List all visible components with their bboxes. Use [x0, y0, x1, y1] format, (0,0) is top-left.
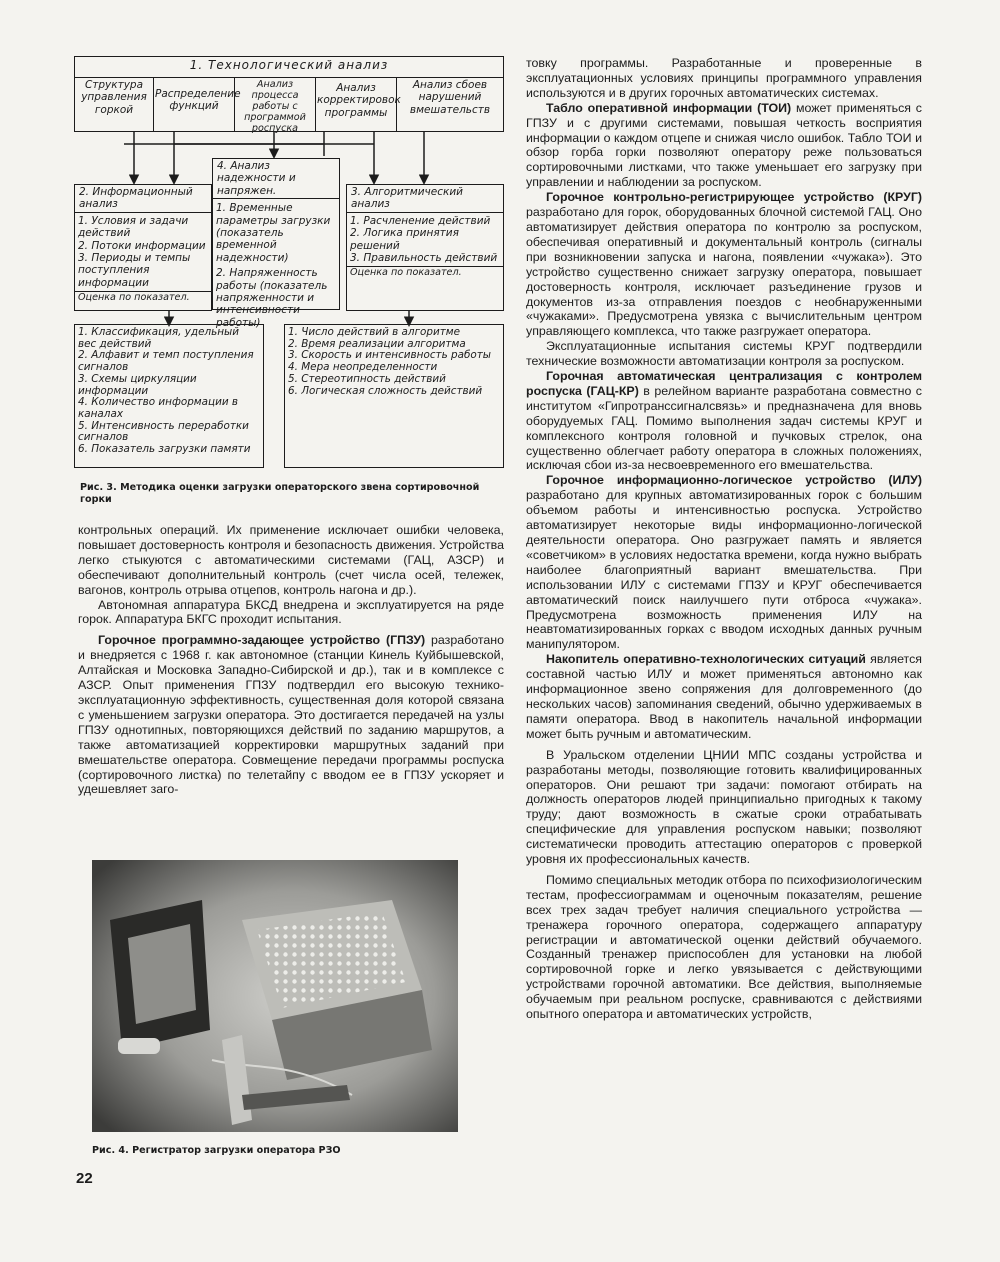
center-box-item: 2. Напряженность работы (показатель напряженности и интенсивности работы) — [216, 267, 328, 329]
right-paragraph-4 — [526, 369, 922, 473]
left-metrics-list — [74, 324, 264, 468]
right-metric-item: 2. Время реализации алгоритма — [288, 337, 466, 350]
left-paragraph-3-text: разработано и внедряется с 1968 г. как автономное (станции Кинель Куйбышевской, Алтайская и Московка Западно-Сибирской и др.), так и в комплексе с АЗСР. Опыт применения ГПЗУ подтвердил его высокую технико-эксплуатационную эффективность, существенная доля которой связана с уменьшением загрузки оператора. Это достигается передачей на узлы ГПЗУ однотипных, повторяющихся действий по заданию маршрутов, а также автоматизацией корректировки маршрутных заданий при вмешательстве оператора. Совмещение передачи программы роспуска (сортировочного листка) по телетайпу с вводом ее в ГПЗУ ускоряет и удешевляет заго- — [78, 633, 504, 797]
figure-3-diagram — [74, 56, 504, 468]
right-column — [526, 56, 922, 1022]
keyword-gpzu: Горочное программно-задающее устройство (ГПЗУ) — [98, 633, 426, 648]
right-paragraph-3: Эксплуатационные испытания системы КРУГ подтвердили технические возможности автоматизации контроля за роспуском. — [526, 339, 922, 369]
left-column — [78, 523, 504, 797]
right-box-eval: Оценка по показател. — [350, 267, 462, 279]
keyword-ilu: Горочное информационно-логическое устройство (ИЛУ) — [546, 473, 922, 488]
right-paragraph-4-text: в релейном варианте разработана совместно с институтом «Гипротранссигналсвязь» и предназначена для вновь оборудуемых ГАЦ. Помимо выполнения задач системы КРУГ и комплексного контроля головной и пучковых стрелок, она существенно облегчает работу оператора в сложных положениях, исключая сбои из-за несвоевременного его вмешательства. — [526, 383, 922, 473]
right-metrics-list — [284, 324, 504, 468]
right-box-title: 3. Алгоритмический анализ — [347, 185, 503, 213]
center-box-title: 4. Анализ надежности и напряжен. — [213, 159, 339, 199]
right-paragraph-0: товку программы. Разработанные и проверенные в эксплуатационных условиях принципы программного управления используются и в других горочных автоматических системах. — [526, 56, 922, 100]
right-paragraph-6 — [526, 652, 922, 741]
left-box-title: 2. Информационный анализ — [75, 185, 211, 213]
left-box-eval: Оценка по показател. — [78, 292, 190, 304]
top-box-1 — [74, 77, 154, 132]
figure-4-caption: Рис. 4. Регистратор загрузки оператора РЗО — [92, 1145, 341, 1156]
keyword-krug: Горочное контрольно-регистрирующее устройство (КРУГ) — [546, 190, 922, 205]
keyword-gac-kr: Горочная автоматическая централизация с контролем роспуска (ГАЦ-КР) — [526, 369, 922, 398]
left-paragraph-3 — [78, 633, 504, 797]
top-box-text: Структура управления горкой — [81, 79, 147, 116]
left-metric-item: 6. Показатель загрузки памяти — [78, 443, 251, 456]
right-box-item: 1. Расчленение действий — [350, 214, 491, 227]
left-metric-item: 5. Интенсивность переработки сигналов — [78, 419, 249, 444]
top-box-text: Анализ процесса работы с программой роспуска — [244, 79, 306, 134]
right-metric-item: 6. Логическая сложность действий — [288, 384, 483, 397]
right-paragraph-8: Помимо специальных методик отбора по психофизиологическим тестам, профессиограммам и оценочным показателям, решение всех трех задач требует наличия специального устройства — тренажера горочного оператора, содержащего аппаратуру регистрации и автоматической оценки действий обучаемого. Созданный тренажер приспособлен для установки на любой сортировочной горке и легко увязывается с действующими устройствами горочной автоматики. Все действия, выполняемые обучаемым при реальном роспуске, сравниваются с действиями опытного оператора и автоматических устройств, — [526, 872, 922, 1022]
left-paragraph-1: контрольных операций. Их применение исключает ошибки человека, повышает достоверность контроля и безопасность движения. Устройства легко стыкуются с автоматическими системами (ГАЦ, АЗСР) и обеспечивают дополнительный контроль (счет числа осей, тележек, вагонов, контроль отрыва отцепов, контроль нагона и др.). — [78, 523, 504, 597]
right-metric-item: 1. Число действий в алгоритме — [288, 326, 461, 338]
right-box-item: 3. Правильность действий — [350, 252, 498, 265]
left-box-info-analysis — [74, 184, 212, 311]
left-metric-item: 3. Схемы циркуляции информации — [78, 372, 197, 397]
top-box-4 — [315, 77, 401, 132]
right-paragraph-1 — [526, 101, 922, 190]
top-box-text: Распределение функций — [155, 88, 241, 113]
right-metric-item: 5. Стереотипность действий — [288, 372, 446, 385]
figure-3-caption: Рис. 3. Методика оценки загрузки операторского звена сортировочной горки — [80, 482, 480, 505]
left-metric-item: 1. Классификация, удельный вес действий — [78, 326, 239, 350]
keyword-accumulator: Накопитель оперативно-технологических ситуаций — [546, 652, 866, 667]
right-paragraph-2-text: разработано для горок, оборудованных блочной системой ГАЦ. Оно автоматизирует действия оператора по контролю за роспуском, обеспечивая оперативный и документальный контроль (сигналы при возникновении запуска и нагона, появлении «чужака»). Это устройство существенно снижает загрузку оператора, повышает достоверность контроля, исключает разъединение грузов и документов из-за отправления поездов с необнаруженными «чужаками». Предусмотрена увязка с вычислительным центром управляющего комплекса, что также разгружает оператора. — [526, 205, 922, 339]
figure-4-photo — [92, 860, 458, 1132]
right-box-item: 2. Логика принятия решений — [350, 227, 459, 252]
left-box-item: 1. Условия и задачи действий — [78, 214, 189, 240]
diagram-header-text: 1. Технологический анализ — [189, 58, 389, 72]
top-box-3 — [234, 77, 316, 132]
keyword-toi: Табло оперативной информации (ТОИ) — [546, 100, 792, 115]
right-paragraph-1-text: может применяться с ГПЗУ и с другими системами, повышая четкость восприятия информации о каждом отцепе и снижая число ошибок. Табло ТОИ и обзор горба горки позволяют оператору реже пользоваться сортировочными листками, что также уменьшает его загрузку при управлении и наблюдении за роспуском. — [526, 100, 922, 190]
center-box-item: 1. Временные параметры загрузки (показатель временной надежности) — [216, 202, 331, 264]
right-paragraph-5 — [526, 473, 922, 652]
right-paragraph-2 — [526, 190, 922, 339]
page-number: 22 — [76, 1170, 93, 1187]
right-paragraph-5-text: разработано для крупных автоматизированных горок с большим объемом работы и интенсивностью роспуска. Устройство автоматизирует некоторые виды информационно-логической деятельности оператора. Оно разгружает память и является «советчиком» в условиях недостатка времени, когда нужно выбрать наиболее благоприятный вариант вмешательства. При использовании ИЛУ с системами ГПЗУ и КРУГ обеспечивается автоматический поиск наилучшего пути отброса «чужака». Предусмотрена возможность применения ИЛУ на неавтоматизированных горках с вводом исходных данных ручным манипулятором. — [526, 488, 922, 652]
top-box-2 — [153, 77, 241, 132]
center-box-reliability — [212, 158, 340, 329]
top-box-text: Анализ сбоев нарушений вмешательств — [409, 79, 491, 116]
left-metric-item: 2. Алфавит и темп поступления сигналов — [78, 349, 254, 374]
left-box-item: 2. Потоки информации — [78, 239, 206, 252]
right-metric-item: 3. Скорость и интенсивность работы — [288, 349, 492, 362]
right-box-algo-analysis — [346, 184, 504, 311]
rzo-device-photo — [92, 860, 458, 1132]
top-box-5 — [396, 77, 504, 132]
left-paragraph-2: Автономная аппаратура БКСД внедрена и эксплуатируется на ряде горок. Аппаратура БКГС проходит испытания. — [78, 597, 504, 627]
right-paragraph-7: В Уральском отделении ЦНИИ МПС созданы устройства и разработаны методы, позволяющие готовить квалифицированных операторов. Они решают три задачи: помогают отбирать на должность операторов людей принципиально пригодных к такому труду; дают возможность в сжатые сроки отрабатывать специфические для управления роспуском навыки; позволяют систематически проводить аттестацию операторов с проверкой уровня их профессиональных качеств. — [526, 747, 922, 867]
left-metric-item: 4. Количество информации в каналах — [78, 396, 239, 420]
top-box-text: Анализ корректировок программы — [317, 82, 401, 119]
right-metric-item: 4. Мера неопределенности — [288, 361, 438, 374]
right-paragraph-6-text: является составной частью ИЛУ и может применяться автономно как информационное звено сопряжения для долговременного (до нескольких часов) запоминания сведений, обычно удерживаемых в памяти оператора. Ввод в накопитель начальной информации может быть ручным и автоматическим. — [526, 652, 922, 741]
diagram-header — [74, 56, 504, 78]
left-box-item: 3. Периоды и темпы поступления информации — [78, 252, 191, 289]
